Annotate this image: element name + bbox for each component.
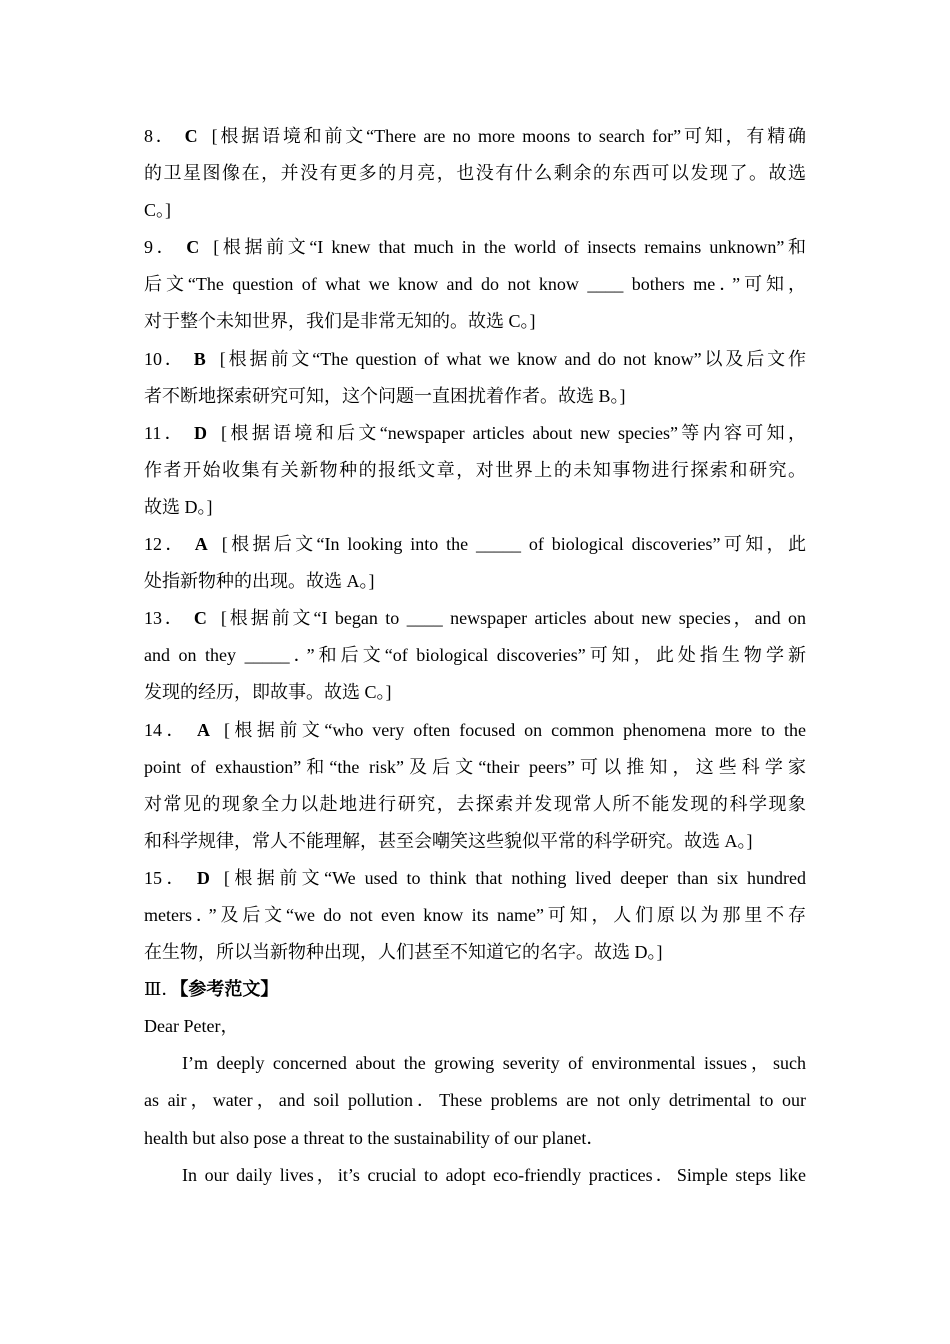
question-number: 14． (144, 719, 189, 740)
answer-document (144, 118, 806, 1194)
answer-item-14 (144, 712, 806, 860)
question-number: 9． (144, 237, 179, 258)
question-number: 11． (144, 422, 187, 443)
answer-line: meters．”及后文“we do not even know its name”可知，人们原以为那里不存 (144, 904, 806, 925)
answer-letter: A (196, 719, 210, 740)
answer-letter: D (196, 867, 210, 888)
explanation-text: [根据前文“who very often focused on common phenomena more to the (223, 719, 806, 740)
explanation-text: [根据前文“I knew that much in the world of insects remains unknown”和 (213, 237, 806, 258)
letter-paragraph-2 (144, 1157, 806, 1194)
paragraph-line: health but also pose a threat to the sustainability of our planet． (144, 1127, 605, 1148)
section-title: 【参考范文】 (179, 979, 279, 1000)
answer-line: and on they _____．”和后文“of biological discoveries”可知，此处指生物学新 (144, 645, 806, 666)
answer-line: 的卫星图像在，并没有更多的月亮，也没有什么剩余的东西可以发现了。故选 (144, 163, 806, 184)
answer-line (144, 341, 806, 378)
answer-letter: B (193, 348, 206, 369)
answer-line (144, 712, 806, 749)
answer-item-11 (144, 415, 806, 526)
paragraph-line: as air，water，and soil pollution．These problems are not only detrimental to our (144, 1090, 806, 1111)
paragraph-line: In our daily lives，it’s crucial to adopt eco-friendly practices．Simple steps like (182, 1164, 806, 1185)
answer-item-10 (144, 341, 806, 415)
answer-item-15 (144, 860, 806, 971)
explanation-text: [根据语境和前文“There are no more moons to search for”可知，有精确 (211, 126, 807, 146)
explanation-text: [根据前文“I began to ____ newspaper articles about new species，and on (220, 608, 807, 629)
answer-line (144, 415, 806, 452)
answer-letter: D (194, 422, 208, 443)
question-number: 10． (144, 348, 186, 369)
letter-greeting: Dear Peter， (144, 1016, 239, 1037)
answer-line: 处指新物种的出现。故选 A。] (144, 571, 375, 592)
answer-item-9 (144, 229, 806, 340)
question-number: 12． (144, 534, 187, 555)
section-number: Ⅲ． (144, 979, 180, 1000)
answer-line: 后文“The question of what we know and do not know ____ bothers me．”可知， (144, 274, 806, 295)
question-number: 8． (144, 126, 177, 146)
answer-line (144, 600, 806, 637)
answer-line (144, 118, 806, 155)
answer-line: 对常见的现象全力以赴地进行研究，去探索并发现常人所不能发现的科学现象 (144, 793, 806, 814)
answer-line: 故选 D。] (144, 496, 213, 517)
question-number: 15． (144, 867, 189, 888)
answer-item-8 (144, 118, 806, 229)
answer-item-12 (144, 526, 806, 600)
explanation-text: [根据语境和后文“newspaper articles about new species”等内容可知， (221, 422, 806, 443)
answer-letter: C (184, 126, 198, 146)
answer-line: point of exhaustion”和“the risk”及后文“their peers”可以推知，这些科学家 (144, 756, 806, 777)
answer-item-13 (144, 600, 806, 711)
answer-letter: C (193, 608, 207, 629)
explanation-text: [根据后文“In looking into the _____ of biological discoveries”可知，此 (221, 534, 806, 555)
answer-line: C。] (144, 200, 171, 221)
section-heading (144, 971, 806, 1008)
answer-line (144, 229, 806, 266)
answer-line (144, 526, 806, 563)
answer-line: 对于整个未知世界，我们是非常无知的。故选 C。] (144, 311, 536, 332)
answer-letter: C (186, 237, 200, 258)
explanation-text: [根据前文“The question of what we know and do not know”以及后文作 (219, 348, 807, 369)
question-number: 13． (144, 608, 186, 629)
explanation-text: [根据前文“We used to think that nothing lived deeper than six hundred (223, 867, 806, 888)
answer-line: 和科学规律，常人不能理解，甚至会嘲笑这些貌似平常的科学研究。故选 A。] (144, 830, 753, 851)
answer-line: 作者开始收集有关新物种的报纸文章，对世界上的未知事物进行探索和研究。 (144, 459, 806, 480)
answer-letter: A (194, 534, 208, 555)
letter-paragraph-1 (144, 1045, 806, 1156)
answer-line: 者不断地探索研究可知，这个问题一直困扰着作者。故选 B。] (144, 385, 626, 406)
answer-line: 在生物，所以当新物种出现，人们甚至不知道它的名字。故选 D。] (144, 942, 663, 963)
answer-line (144, 860, 806, 897)
answer-line: 发现的经历，即故事。故选 C。] (144, 682, 392, 703)
paragraph-line: I’m deeply concerned about the growing severity of environmental issues，such (182, 1053, 806, 1074)
